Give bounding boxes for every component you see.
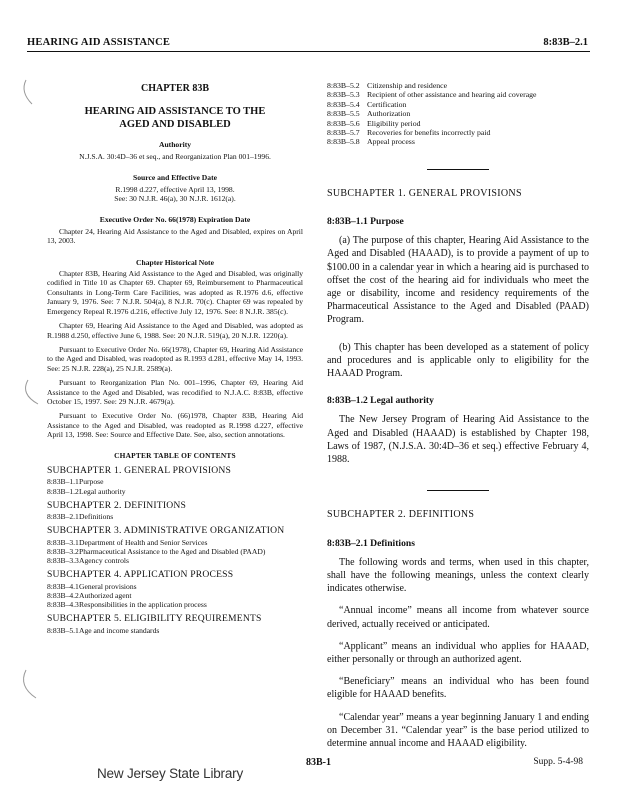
toc-entry-text: Department of Health and Senior Services <box>79 537 208 547</box>
chapter-title <box>47 105 303 131</box>
toc-entry <box>47 626 303 635</box>
toc-entry-code: 8:83B–5.8 <box>327 137 360 147</box>
authority-text: N.J.S.A. 30:4D–36 et seq., and Reorganization Plan 001–1996. <box>79 151 271 161</box>
toc-entry <box>327 128 589 137</box>
toc-entry-text: Recoveries for benefits incorrectly paid <box>367 128 491 138</box>
toc-entry-text: Certification <box>367 99 407 109</box>
authority-heading: Authority <box>158 140 192 150</box>
toc-entry-text: General provisions <box>79 581 137 591</box>
toc-entry-text: Legal authority <box>79 486 126 496</box>
page-number: 83B-1 <box>306 757 331 768</box>
toc-subchapter-title: SUBCHAPTER 1. GENERAL PROVISIONS <box>47 464 232 476</box>
toc-entry-code: 8:83B–5.4 <box>327 99 360 109</box>
toc-entry <box>47 582 303 591</box>
toc-entry <box>327 90 589 99</box>
scan-mark <box>18 378 40 410</box>
toc-entry <box>327 137 589 146</box>
toc-entry-text: Authorized agent <box>79 591 132 601</box>
historical-note-para: Pursuant to Executive Order No. 66(1978), Chapter 69, Hearing Aid Assistance to the Aged and Disabled, was readopted as R.1993 d.281, effective May 14, 1993. See: 25 N.J.R. 228(a), 25 N.J.R. 2589(a). <box>47 344 303 373</box>
toc-entry-code: 8:83B–3.1 <box>47 537 79 547</box>
eo-text: Chapter 24, Hearing Aid Assistance to the Aged and Disabled, expires on April 13, 2003. <box>47 226 303 246</box>
toc-entry-code: 8:83B–5.5 <box>327 109 360 119</box>
toc-entry-text: Eligibility period <box>367 118 421 128</box>
toc-entry <box>327 109 589 118</box>
definition-entry: “Calendar year” means a year beginning January 1 and ending on December 31. “Calendar year” is the base period utilized to determine annual income and HAAAD eligibility. <box>327 711 589 749</box>
toc-entry <box>47 477 303 486</box>
legal-authority-para: The New Jersey Program of Hearing Aid Assistance to the Aged and Disabled (HAAAD) is established by Chapter 198, Laws of 1987, (N.J.S.A. 30:4D–36 et seq.) effective February 4, 1988. <box>327 414 589 466</box>
toc-entry <box>47 591 303 600</box>
toc-entry-text: Authorization <box>367 109 411 119</box>
purpose-para-b: (b) This chapter has been developed as a statement of policy and procedures and is applicable only to eligibility for the HAAAD Program. <box>327 341 589 380</box>
toc-subchapter-title: SUBCHAPTER 5. ELIGIBILITY REQUIREMENTS <box>47 613 262 625</box>
historical-note-para: Chapter 83B, Hearing Aid Assistance to the Aged and Disabled, was originally codified in Title 10 as Chapter 69. Chapter 69, Reimbursement to Pharmaceutical Consultants in Long-Term Care Facilities, was adopted as R.1976 d.6, effective January 9, 1976. See: 7 N.J.R. 504(a), 8 N.J.R. 70(c). Chapter 69 was repealed by Emergency Repeal R.1976 d.216, effective July 12, 1976. See: 8 N.J.R. 385(c). <box>47 269 303 316</box>
toc-entry <box>327 100 589 109</box>
toc-subchapter-title: SUBCHAPTER 4. APPLICATION PROCESS <box>47 569 234 581</box>
scan-mark <box>18 78 34 108</box>
toc-entry-code: 8:83B–4.2 <box>47 591 79 601</box>
toc-subchapter-title: SUBCHAPTER 3. ADMINISTRATIVE ORGANIZATION <box>47 525 285 537</box>
definition-entry: “Beneficiary” means an individual who has been found eligible for HAAAD benefits. <box>327 676 589 701</box>
source-line1: R.1998 d.227, effective April 13, 1998. <box>115 184 235 194</box>
toc-entry-text: Age and income standards <box>79 625 160 635</box>
toc-entry <box>47 538 303 547</box>
running-header-section: 8:83B–2.1 <box>543 37 588 48</box>
subchapter-1-heading: SUBCHAPTER 1. GENERAL PROVISIONS <box>327 187 522 199</box>
toc-entry-text: Purpose <box>79 477 104 487</box>
toc-entry-code: 8:83B–5.6 <box>327 118 360 128</box>
section-heading-legal-authority: 8:83B–1.2 Legal authority <box>327 395 434 407</box>
toc-entry-code: 8:83B–3.2 <box>47 547 79 556</box>
toc-entry-code: 8:83B–5.1 <box>47 625 79 635</box>
chapter-title-line2: AGED AND DISABLED <box>119 119 231 131</box>
toc-heading: CHAPTER TABLE OF CONTENTS <box>114 450 236 460</box>
historical-note-para: Pursuant to Executive Order No. (66)1978, Chapter 83B, Hearing Aid Assistance to the Aged and Disabled, was readopted as R.1998 d.227, effective April 13, 1998. See: Source and Effective Date. See, also, section annotations. <box>47 411 303 440</box>
toc-entry <box>47 600 303 609</box>
toc-entry <box>327 81 589 90</box>
toc-entry-text: Pharmaceutical Assistance to the Aged and Disabled (PAAD) <box>79 547 266 556</box>
source-line2: See: 30 N.J.R. 46(a), 30 N.J.R. 1612(a). <box>114 194 236 204</box>
historical-note-para: Chapter 69, Hearing Aid Assistance to the Aged and Disabled, was adopted as R.1988 d.250, effective June 6, 1988. See: 20 N.J.R. 519(a), 20 N.J.R. 1220(a). <box>47 321 303 340</box>
toc-entry-text: Responsibilities in the application process <box>79 600 207 610</box>
chapter-title-line1: HEARING AID ASSISTANCE TO THE <box>84 106 266 118</box>
section-divider <box>427 169 489 170</box>
running-header-title: HEARING AID ASSISTANCE <box>27 37 171 48</box>
toc-entry-text: Recipient of other assistance and hearing aid coverage <box>367 90 537 100</box>
toc-continued <box>327 81 589 147</box>
toc-entry-text: Definitions <box>79 512 114 522</box>
toc-entry <box>47 512 303 521</box>
toc-entry <box>47 487 303 496</box>
chapter-number: CHAPTER 83B <box>140 83 210 94</box>
toc-entry-code: 8:83B–5.7 <box>327 128 360 138</box>
table-of-contents <box>47 466 303 635</box>
toc-entry-code: 8:83B–2.1 <box>47 512 79 522</box>
purpose-para-a: (a) The purpose of this chapter, Hearing Aid Assistance to the Aged and Disabled (HAAAD), is to provide a payment of up to $100.00 in a calendar year in which a hearing aid is purchased to offset the cost of the hearing aid for individuals who meet the age or disability, income and residency requirements of the Pharmaceutical Assistance to the Aged and Disabled (PAAD) Program. <box>327 235 589 326</box>
toc-entry-text: Citizenship and residence <box>367 81 448 90</box>
historical-note-para: Pursuant to Reorganization Plan No. 001–1996, Chapter 69, Hearing Aid Assistance to the Aged and Disabled, was recodified to N.J.A.C. 8:83B, effective October 15, 1997. See: 29 N.J.R. 4679(a). <box>47 378 303 406</box>
historical-note-heading: Chapter Historical Note <box>136 257 214 267</box>
toc-entry-code: 8:83B–5.2 <box>327 81 360 90</box>
section-heading-purpose: 8:83B–1.1 Purpose <box>327 216 404 228</box>
definition-entry: “Applicant” means an individual who applies for HAAAD, either personally or through an authorized agent. <box>327 640 589 665</box>
toc-entry-code: 8:83B–4.3 <box>47 600 79 610</box>
toc-entry-text: Agency controls <box>79 556 129 566</box>
toc-entry-code: 8:83B–5.3 <box>327 90 360 100</box>
toc-entry <box>47 547 303 556</box>
scan-mark <box>16 668 38 702</box>
toc-subchapter-title: SUBCHAPTER 2. DEFINITIONS <box>47 499 187 511</box>
left-column <box>47 84 303 635</box>
toc-entry-code: 8:83B–4.1 <box>47 581 79 591</box>
toc-entry <box>327 119 589 128</box>
section-heading-definitions: 8:83B–2.1 Definitions <box>327 537 415 549</box>
library-stamp: New Jersey State Library <box>97 766 244 781</box>
toc-entry <box>47 556 303 565</box>
definitions-intro: The following words and terms, when used in this chapter, shall have the following meanings, unless the context clearly indicates otherwise. <box>327 556 589 595</box>
subchapter-2-heading: SUBCHAPTER 2. DEFINITIONS <box>327 509 475 521</box>
toc-entry-code: 8:83B–1.1 <box>47 477 79 487</box>
right-column <box>327 81 589 759</box>
definition-entry: “Annual income” means all income from whatever source derived, actually received or anticipated. <box>327 605 589 630</box>
toc-entry-code: 8:83B–1.2 <box>47 486 79 496</box>
header-rule <box>27 51 590 52</box>
toc-entry-code: 8:83B–3.3 <box>47 556 79 566</box>
source-heading: Source and Effective Date <box>132 173 217 183</box>
toc-entry-text: Appeal process <box>367 137 415 147</box>
eo-heading: Executive Order No. 66(1978) Expiration Date <box>99 215 251 225</box>
supplement-date: Supp. 5-4-98 <box>533 757 583 767</box>
section-divider <box>427 490 489 491</box>
